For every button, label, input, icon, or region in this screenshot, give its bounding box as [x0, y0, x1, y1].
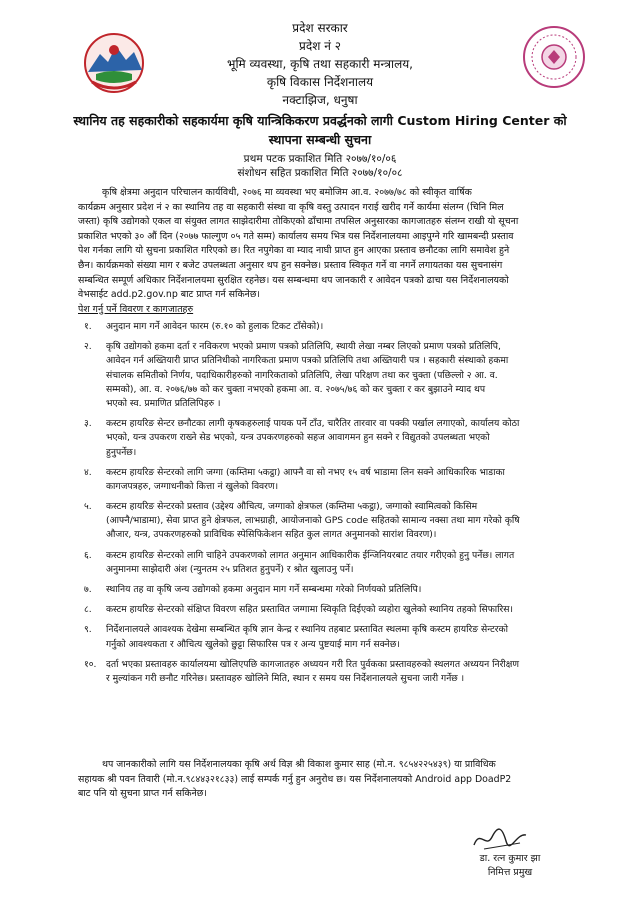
closing-line: बाट पनि यो सुचना प्राप्त गर्न सकिनेछ।	[78, 788, 207, 800]
list-item-line: सम्मको), आ. व. २०७६/७७ को कर चुक्ता नभएको हकमा आ. व. २०७५/७६ को कर चुक्ता र कर बुझाउने म्याद थप	[106, 383, 486, 395]
notice-title-line-1: स्थानिय तह सहकारीको सहकार्यमा कृषि यान्त्रिकिकरण प्रवर्द्धनको लागी Custom Hiring Center को	[73, 113, 567, 128]
list-item-line: भएको स्व. प्रमाणित प्रतिलिपिहरु ।	[106, 397, 221, 409]
list-item-line: संचालक समितीको निर्णय, पदाधिकारीहरुको नागरिकताको प्रतिलिपि, लेखा परिक्षण तथा कर चुक्ता (पछिल्लो २ आ. व.	[106, 369, 498, 381]
list-item-number: ६.	[84, 549, 92, 561]
header-line-3: भूमि व्यवस्था, कृषि तथा सहकारी मन्त्रालय,	[227, 57, 413, 71]
list-item	[78, 583, 590, 597]
first-published-date: प्रथम पटक प्रकाशित मिति २०७७/१०/०६	[243, 153, 397, 165]
list-item-line: आवेदन गर्न अख्तियारी प्राप्त प्रतिनिधीको नागरिकता प्रमाण पत्रको प्रतिलिपि तथा अख्तियारी पत्र । सहकारी संस्थाको हकमा	[106, 355, 509, 367]
list-item-line: कस्टम हायरिङ सेन्टरको संक्षिप्त विवरण सहित प्रस्तावित जग्गामा स्विकृति दिईएको व्यहोरा खुलेको स्थानिय तहको सिफारिस।	[106, 604, 513, 616]
closing-line: सहायक श्री पवन तिवारी (मो.न.९८४४३२१८३३) लाई सम्पर्क गर्नु हुन अनुरोध छ। यस निर्देशनालयको Android app DoadP2	[78, 773, 512, 785]
signatory-role: निमित्त प्रमुख	[487, 867, 533, 878]
header-line-2: प्रदेश नं २	[299, 39, 341, 53]
list-item-number: ५.	[84, 501, 92, 513]
list-item-number: ३.	[84, 418, 92, 430]
body-line: जस्ता) कृषि उद्योगको एकल वा संयुक्त लागत साझेदारीमा तोकिएको ढाँचामा तपसिल अनुसारका कागजातहरु संलग्न राखी यो सूचना	[78, 216, 519, 228]
list-item	[78, 320, 590, 334]
requirements-list	[78, 320, 590, 692]
revised-published-date: संशोधन सहित प्रकाशित मिति २०७७/१०/०८	[237, 167, 403, 179]
list-item-line: भएको, यन्त्र उपकरण राख्ने सेड भएको, यन्त्र उपकरणहरुको सहज आवागमन हुन सक्ने र विद्युतको उपलब्धता भएको	[106, 432, 490, 444]
body-line: वेभसाईट add.p2.gov.np बाट प्राप्त गर्न सकिनेछ।	[78, 289, 260, 301]
body-line: सम्बन्धित सम्पूर्ण अधिकार निर्देशनालयमा सुरक्षित रहनेछ। यस सम्बन्धमा थप जानकारी र आवेदन पत्रको ढाचा यस निर्देशनालयको	[78, 274, 509, 286]
list-item	[78, 603, 590, 617]
list-item-line: हुनुपर्नेछ।	[106, 446, 137, 458]
header-line-1: प्रदेश सरकार	[292, 21, 348, 35]
list-item-line: गर्नुको आवश्यकता र औचित्य खुलेको छुट्टा सिफारिस पत्र र अन्य पुष्टयाई माग गर्न सक्नेछ।	[106, 638, 400, 650]
signature-icon	[470, 823, 530, 853]
list-item-line: कृषि उद्योगको हकमा दर्ता र नविकरण भएको प्रमाण पत्रको प्रतिलिपि, स्थायी लेखा नम्बर लिएको प्रमाण पत्रको प्रतिलिपि,	[106, 341, 501, 353]
body-line: छैन। कार्यक्रमको संख्या माग र बजेट उपलब्धता अनुसार थप हुन सक्नेछ। प्रस्ताव स्विकृत गर्ने वा नगर्ने लगायतका यस सुचनासंग	[78, 259, 503, 271]
list-item-line: दर्ता भएका प्रस्तावहरु कार्यालयमा खोलिएपछि कागजातहरु अध्ययन गरी रित पुर्वकका प्रस्तावहरुको स्थलगत अध्ययन निरीक्षण	[106, 658, 519, 670]
list-item-number: ४.	[84, 466, 92, 478]
list-item	[78, 340, 590, 411]
list-item-line: अनुमानमा साझेदारी अंश (न्युनतम २५ प्रतिशत हुनुपर्ने) र श्रोत खुलाउनु पर्ने।	[106, 563, 354, 575]
list-item	[78, 500, 590, 543]
list-item-line: कस्टम हायरिङ सेन्टर छनौटका लागी कृषकहरुलाई पायक पर्ने टाँउ, चारैतिर तारवार वा पक्की पर्खाल लगाएको, कार्यालय कोठा	[106, 418, 520, 430]
list-item-line: स्थानिय तह वा कृषि जन्य उद्योगको हकमा अनुदान माग गर्ने सम्बन्धमा गरेको निर्णयको प्रतिलिपि।	[106, 584, 422, 596]
list-item	[78, 549, 590, 577]
list-item-line: औजार, यन्त्र, उपकरणहरुको प्राविधिक स्पेसिफिकेशन सहित कुल लागत अनुमानको सारांश विवरण)।	[106, 529, 437, 541]
list-item-number: ७.	[84, 584, 92, 596]
list-item-line: अनुदान माग गर्ने आवेदन फारम (रु.१० को हुलाक टिकट टाँसेको)।	[106, 321, 324, 332]
list-item	[78, 417, 590, 460]
list-item	[78, 466, 590, 494]
list-item-line: (आफ्नै/भाडामा), सेवा प्राप्त हुने क्षेत्रफल, लाभग्राही, आयोजनाको GPS code सहितको सामान्य नक्सा तथा माग गरेको कृषि	[106, 515, 520, 527]
list-item	[78, 658, 590, 686]
section-heading: पेश गर्नु पर्ने विवरण र कागजातहरु	[78, 303, 194, 315]
list-item-number: ९.	[84, 624, 92, 636]
header-line-5: नक्टाझिज, धनुषा	[282, 93, 358, 107]
body-paragraph	[78, 186, 588, 317]
body-line: पेश गर्नका लागि यो सुचना प्रकाशित गरिएको छ। रित नपुगेका वा म्याद नाघी प्राप्त हुन आएका प्रस्ताव छनौटका लागि समावेश हुने	[78, 245, 510, 257]
signatory-name: डा. रत्न कुमार झा	[479, 853, 541, 864]
list-item-line: र मुल्यांकन गरी छनौट गरिनेछ। प्रस्तावहरु खोलिने मिति, स्थान र समय यस निर्देशनालयले सुचना जारी गर्नेछ ।	[106, 672, 465, 684]
list-item-number: ८.	[84, 604, 92, 616]
list-item-line: कस्टम हायरिङ सेन्टरको प्रस्ताव (उद्देश्य औचित्य, जग्गाको क्षेत्रफल (कम्तिमा ५कट्ठा), जग्गाको स्वामित्वको किसिम	[106, 501, 478, 513]
list-item-line: कस्टम हायरिङ सेन्टरको लागि चाहिने उपकरणको लागत अनुमान आधिकारीक ईन्जिनियरबाट तयार गरीएको हुनु पर्नेछ। लागत	[106, 549, 515, 561]
list-item-line: कस्टम हायरिङ सेन्टरको लागि जग्गा (कम्तिमा ५कट्ठा) आफ्नै वा सो नभए १५ वर्ष भाडामा लिन सक्ने आधिकारिक भाडाका	[106, 466, 505, 478]
body-line: कृषि क्षेत्रमा अनुदान परिचालन कार्यविधी, २०७६ मा व्यवस्था भए बमोजिम आ.व. २०७७/७८ को स्वीकृत वार्षिक	[102, 187, 472, 198]
header-line-4: कृषि विकास निर्देशनालय	[266, 75, 374, 89]
list-item-number: १०.	[84, 658, 97, 670]
nepal-emblem-icon	[82, 32, 146, 94]
closing-line: थप जानकारीको लागि यस निर्देशनालयका कृषि अर्थ विज्ञ श्री विकाश कुमार साह (मो.न. ९८५४२२५४३९) या प्राविधिक	[102, 759, 496, 770]
body-line: प्रकाशित भएको ३० औं दिन (२०७७ फाल्गुण ०५ गते सम्म) कार्यालय समय भित्र यस निर्देशनालयमा आइपुग्ने गरि खामबन्दी प्रस्ताव	[78, 230, 514, 242]
list-item-line: कागजपत्रहरु, जग्गाधनीको कित्ता नं खुलेको विवरण।	[106, 480, 279, 492]
list-item-number: २.	[84, 341, 92, 353]
closing-paragraph	[78, 758, 588, 802]
list-item-line: निर्देशनालयले आवश्यक देखेमा सम्बन्धित कृषि ज्ञान केन्द्र र स्थानिय तहबाट प्रस्तावित स्थलमा कृषि कस्टम हायरिङ सेन्टरको	[106, 624, 508, 636]
body-line: कार्यक्रम अनुसार प्रदेश नं २ का स्थानिय तह वा सहकारी संस्था वा कृषि वस्तु उत्पादन गराई खरीद गर्ने कार्यमा संलग्न (चिनि मिल	[78, 201, 504, 213]
list-item-number: १.	[84, 321, 92, 332]
notice-title-line-2: स्थापना सम्बन्धी सुचना	[268, 132, 372, 147]
list-item	[78, 623, 590, 651]
provincial-seal-icon	[520, 22, 588, 92]
